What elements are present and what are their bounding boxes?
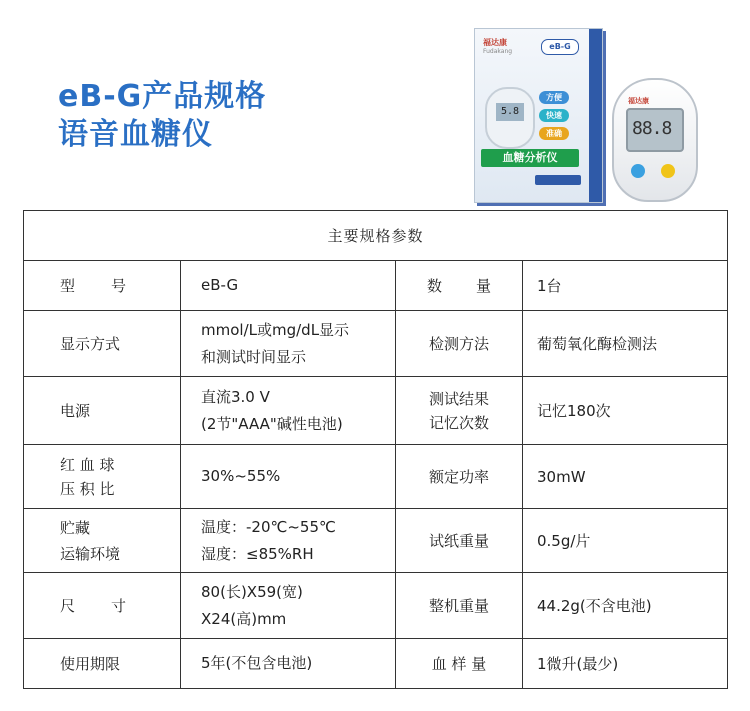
spec-value: 44.2g(不含电池) xyxy=(523,573,728,639)
spec-value: 80(长)X59(宽) X24(高)mm xyxy=(181,573,396,639)
meter-yellow-button xyxy=(661,164,675,178)
spec-label: 额定功率 xyxy=(396,445,523,509)
table-row xyxy=(24,445,728,509)
spec-value: 记忆180次 xyxy=(523,377,728,445)
box-side xyxy=(589,29,603,202)
spec-value: 1微升(最少) xyxy=(523,639,728,689)
box-foot xyxy=(535,175,581,185)
spec-label: 测试结果 记忆次数 xyxy=(396,377,523,445)
spec-label: 红 血 球 压 积 比 xyxy=(24,445,181,509)
spec-value: 葡萄氧化酶检测法 xyxy=(523,311,728,377)
spec-value: 30mW xyxy=(523,445,728,509)
box-sub: Fudakang xyxy=(483,48,513,55)
box-brand: 福达康 xyxy=(483,38,507,47)
spec-value: 温度：-20℃~55℃ 湿度：≤85%RH xyxy=(181,509,396,573)
meter-screen xyxy=(626,108,684,152)
spec-value: mmol/L或mg/dL显示 和测试时间显示 xyxy=(181,311,396,377)
product-box-image xyxy=(474,28,603,203)
spec-label: 显示方式 xyxy=(24,311,181,377)
spec-label: 检测方法 xyxy=(396,311,523,377)
spec-value: eB-G xyxy=(181,261,396,311)
box-logo: eB-G xyxy=(541,39,579,55)
spec-value: 直流3.0 V (2节"AAA"碱性电池) xyxy=(181,377,396,445)
table-row xyxy=(24,639,728,689)
table-row xyxy=(24,377,728,445)
spec-value: 5年(不包含电池) xyxy=(181,639,396,689)
spec-value: 0.5g/片 xyxy=(523,509,728,573)
box-tag: 方便 xyxy=(539,91,569,104)
meter-digits: 88.8 xyxy=(632,118,672,139)
spec-label: 整机重量 xyxy=(396,573,523,639)
spec-table xyxy=(23,210,728,689)
spec-title: 主要规格参数 xyxy=(24,211,728,261)
box-meter-illustration xyxy=(485,87,535,149)
spec-label: 数 量 xyxy=(396,261,523,311)
meter-blue-button xyxy=(631,164,645,178)
box-tag: 准确 xyxy=(539,127,569,140)
title-line-1: eB-G产品规格 xyxy=(58,79,267,114)
spec-label: 型 号 xyxy=(24,261,181,311)
spec-label: 电源 xyxy=(24,377,181,445)
spec-label: 贮藏 运输环境 xyxy=(24,509,181,573)
table-row xyxy=(24,509,728,573)
page-title xyxy=(58,78,266,154)
spec-value: 30%~55% xyxy=(181,445,396,509)
title-line-2: 语音血糖仪 xyxy=(58,117,213,152)
spec-label: 试纸重量 xyxy=(396,509,523,573)
table-row xyxy=(24,261,728,311)
meter-brand: 福达康 xyxy=(628,97,649,105)
table-row xyxy=(24,311,728,377)
box-band: 血糖分析仪 xyxy=(481,149,579,167)
glucose-meter-image xyxy=(612,78,698,202)
table-row xyxy=(24,573,728,639)
spec-label: 血 样 量 xyxy=(396,639,523,689)
spec-label: 尺 寸 xyxy=(24,573,181,639)
spec-label: 使用期限 xyxy=(24,639,181,689)
spec-value: 1台 xyxy=(523,261,728,311)
box-meter-screen: 5.8 xyxy=(496,103,524,121)
box-tag: 快速 xyxy=(539,109,569,122)
